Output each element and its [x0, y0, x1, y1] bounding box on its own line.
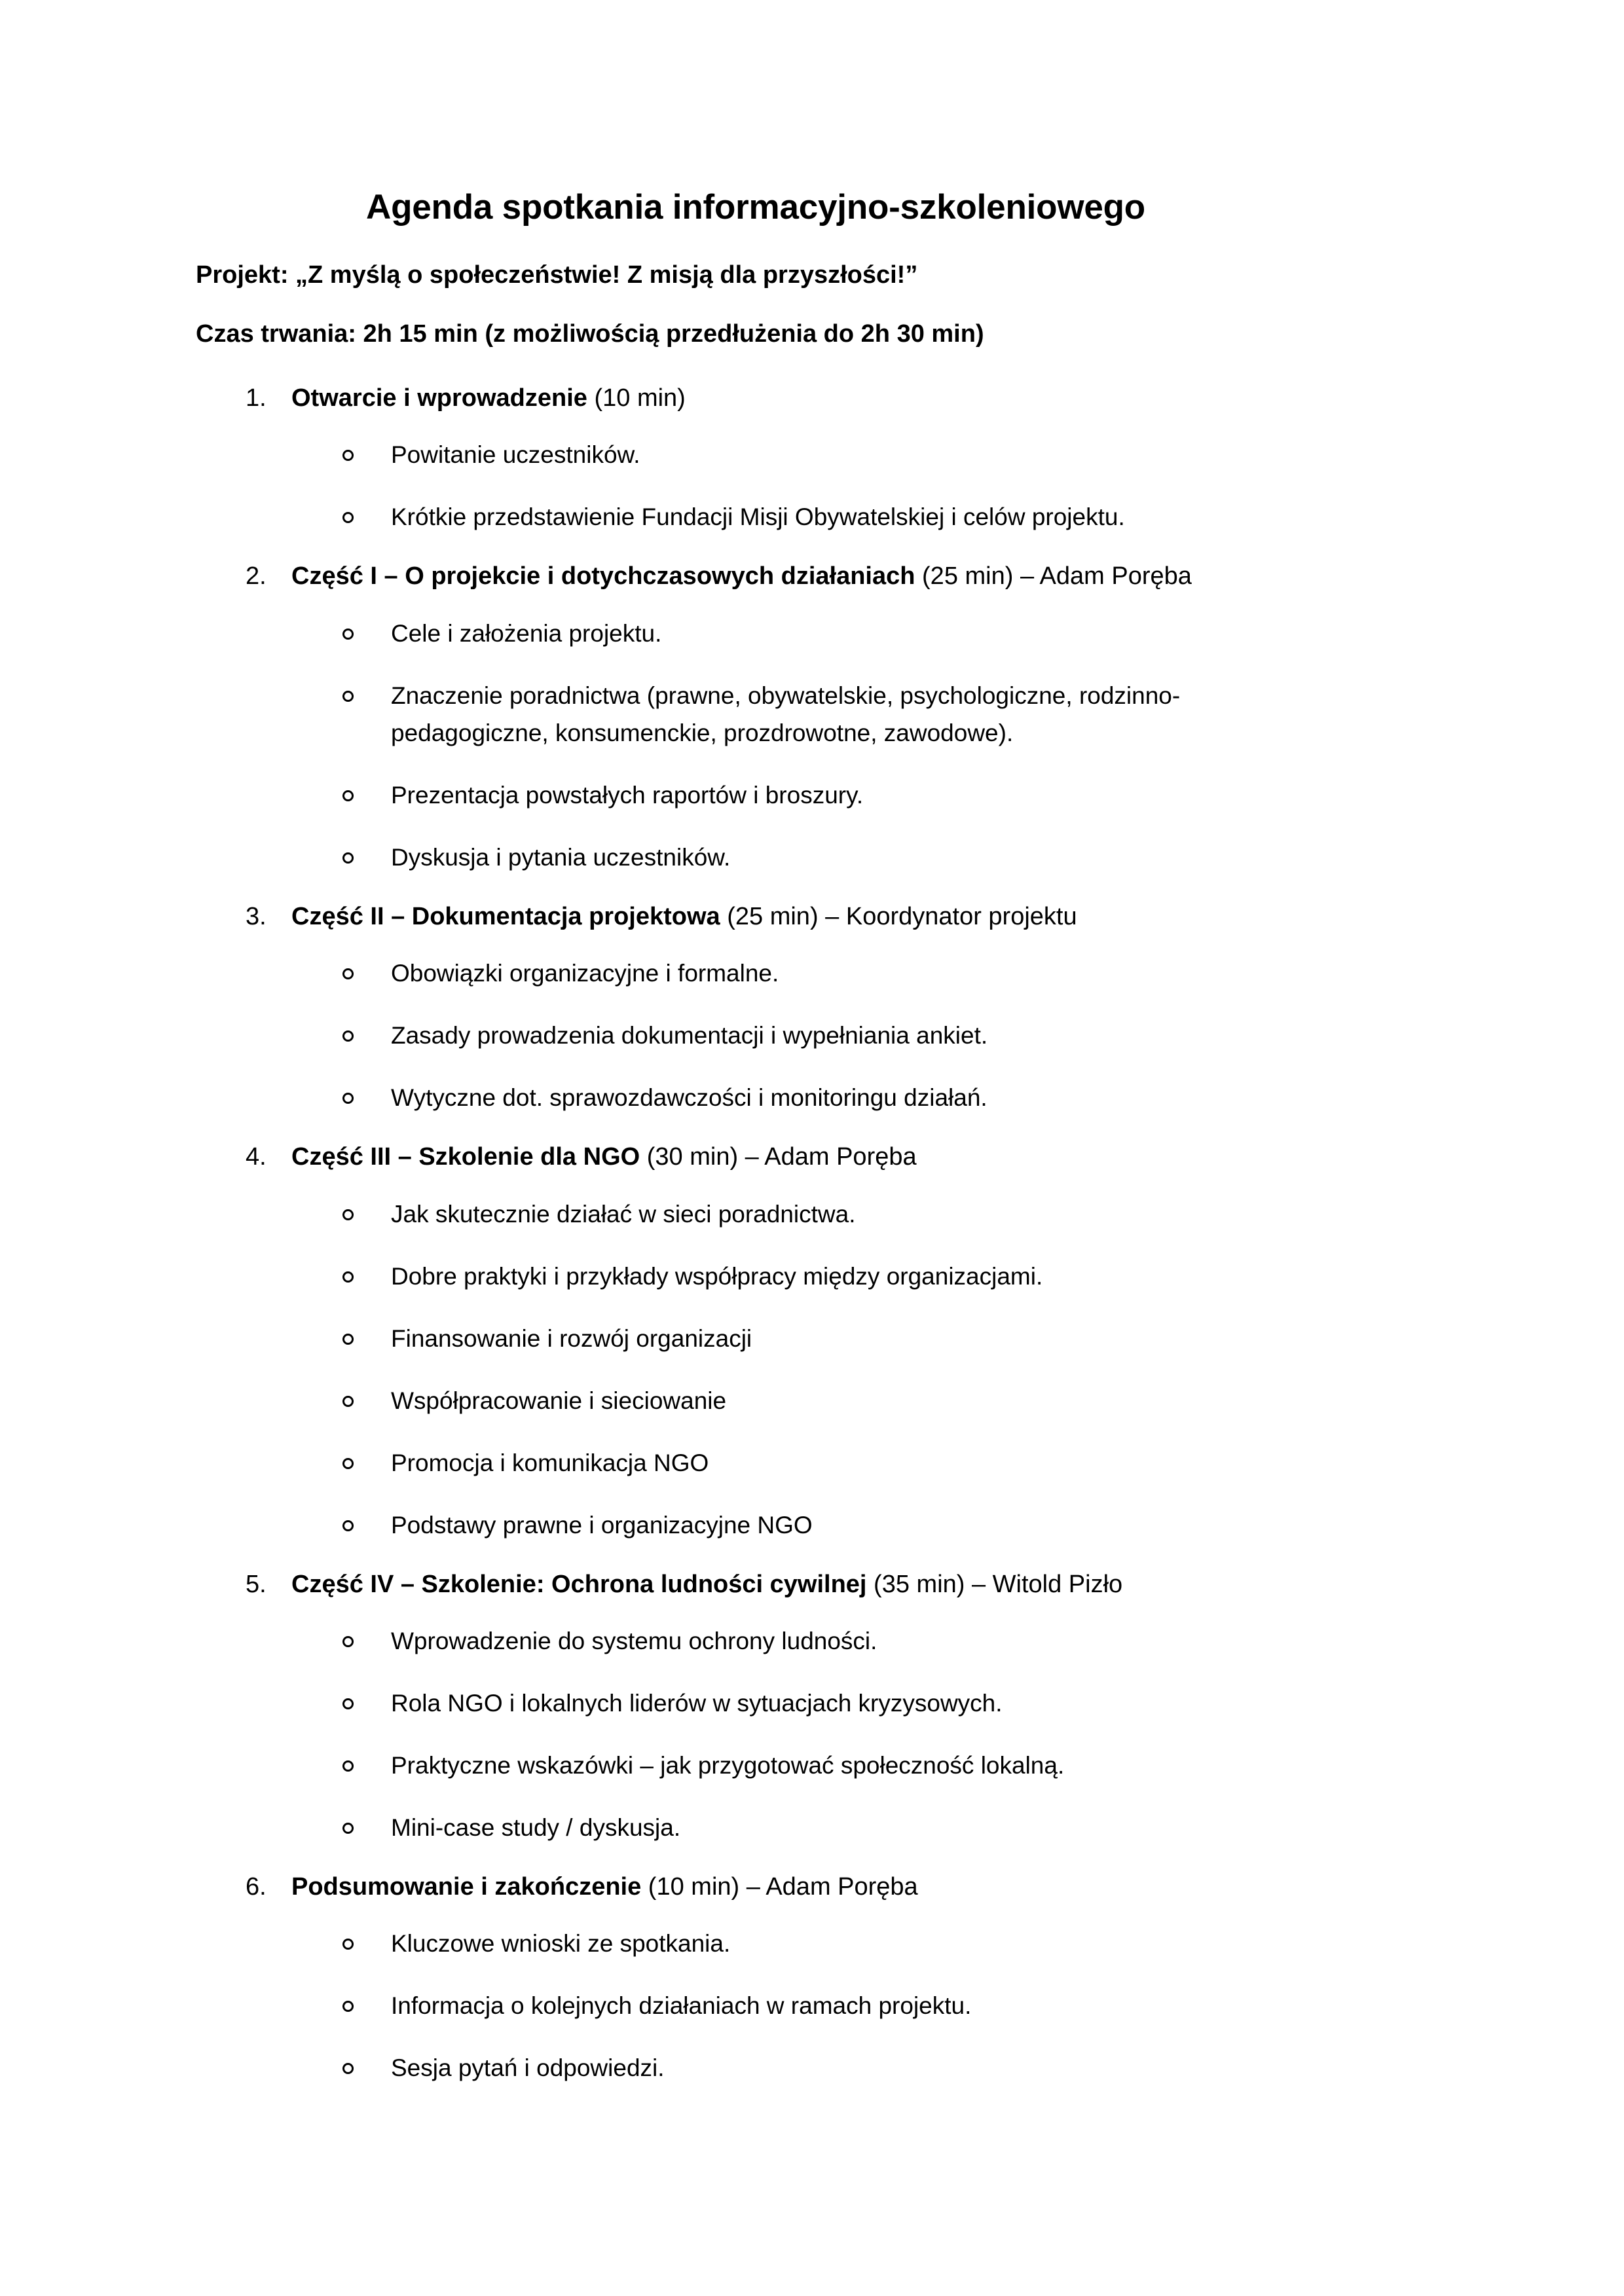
agenda-subitem — [196, 1507, 1316, 1544]
agenda-subitem-text: Dyskusja i pytania uczestników. — [391, 843, 731, 871]
agenda-item — [196, 560, 1316, 876]
agenda-subitem-list — [196, 1623, 1316, 1847]
agenda-subitem — [196, 499, 1316, 536]
circle-bullet-icon — [342, 1939, 354, 1950]
agenda-subitem — [196, 1445, 1316, 1482]
project-name-line: Projekt: „Z myślą o społeczeństwie! Z misją dla przyszłości!” — [196, 261, 918, 289]
circle-bullet-icon — [342, 1636, 354, 1647]
circle-bullet-icon — [342, 1823, 354, 1834]
circle-bullet-icon — [342, 1093, 354, 1104]
agenda-item-details: (10 min) – Adam Poręba — [641, 1872, 918, 1901]
page-title: Agenda spotkania informacyjno-szkoleniowego — [366, 188, 1145, 227]
agenda-subitem-text: Wytyczne dot. sprawozdawczości i monitoringu działań. — [391, 1084, 987, 1112]
agenda-item — [196, 1568, 1316, 1847]
agenda-item-title: Podsumowanie i zakończenie — [291, 1872, 642, 1901]
agenda-subitem — [196, 1925, 1316, 1963]
agenda-subitem — [196, 1321, 1316, 1358]
agenda-item-title: Część II – Dokumentacja projektowa — [291, 902, 720, 930]
circle-bullet-icon — [342, 512, 354, 523]
agenda-item-number: 3. — [246, 902, 267, 930]
agenda-subitem-list — [196, 1196, 1316, 1544]
duration-line: Czas trwania: 2h 15 min (z możliwością przedłużenia do 2h 30 min) — [196, 320, 984, 348]
agenda-item-number: 4. — [246, 1143, 267, 1171]
agenda-subitem-text: Znaczenie poradnictwa (prawne, obywatelskie, psychologiczne, rodzinno-pedagogiczne, konsumenckie, prozdrowotne, zawodowe). — [391, 682, 1181, 746]
agenda-subitem-text: Krótkie przedstawienie Fundacji Misji Obywatelskiej i celów projektu. — [391, 503, 1125, 531]
circle-bullet-icon — [342, 691, 354, 702]
circle-bullet-icon — [342, 2001, 354, 2012]
agenda-item-heading — [196, 1870, 1316, 1904]
agenda-item-title: Część I – O projekcie i dotychczasowych działaniach — [291, 562, 915, 591]
agenda-subitem — [196, 615, 1316, 653]
circle-bullet-icon — [342, 1760, 354, 1772]
agenda-item-number: 2. — [246, 562, 267, 591]
agenda-item-details: (10 min) — [587, 384, 686, 412]
agenda-subitem-text: Podstawy prawne i organizacyjne NGO — [391, 1511, 813, 1539]
agenda-subitem-list — [196, 437, 1316, 536]
agenda-item-title: Część III – Szkolenie dla NGO — [291, 1143, 640, 1171]
circle-bullet-icon — [342, 968, 354, 979]
circle-bullet-icon — [342, 1209, 354, 1220]
circle-bullet-icon — [342, 1271, 354, 1283]
circle-bullet-icon — [342, 450, 354, 461]
agenda-subitem-text: Powitanie uczestników. — [391, 441, 640, 469]
agenda-item-title: Część IV – Szkolenie: Ochrona ludności cywilnej — [291, 1570, 867, 1598]
agenda-item — [196, 1140, 1316, 1544]
circle-bullet-icon — [342, 629, 354, 640]
agenda-item-details: (25 min) – Koordynator projektu — [720, 902, 1077, 930]
agenda-item — [196, 382, 1316, 536]
agenda-subitem — [196, 678, 1316, 752]
agenda-item-details: (25 min) – Adam Poręba — [915, 562, 1192, 591]
agenda-subitem — [196, 1258, 1316, 1296]
agenda-subitem-text: Promocja i komunikacja NGO — [391, 1449, 709, 1476]
circle-bullet-icon — [342, 852, 354, 864]
agenda-subitem-text: Obowiązki organizacyjne i formalne. — [391, 960, 779, 987]
agenda-item-heading — [196, 900, 1316, 934]
circle-bullet-icon — [342, 1334, 354, 1345]
agenda-subitem — [196, 437, 1316, 474]
circle-bullet-icon — [342, 1396, 354, 1407]
agenda-subitem — [196, 1747, 1316, 1785]
agenda-subitem — [196, 1017, 1316, 1055]
agenda-subitem-text: Cele i założenia projektu. — [391, 619, 662, 647]
agenda-item — [196, 1870, 1316, 2087]
agenda-item-number: 6. — [246, 1872, 267, 1901]
agenda-subitem — [196, 1810, 1316, 1847]
agenda-item-heading — [196, 1140, 1316, 1174]
document-content — [196, 187, 1316, 2111]
agenda-subitem — [196, 2050, 1316, 2087]
circle-bullet-icon — [342, 790, 354, 801]
agenda-subitem-text: Informacja o kolejnych działaniach w ramach projektu. — [391, 1992, 972, 2020]
agenda-subitem — [196, 1623, 1316, 1660]
circle-bullet-icon — [342, 1698, 354, 1709]
agenda-subitem-text: Finansowanie i rozwój organizacji — [391, 1324, 752, 1352]
agenda-subitem-text: Mini-case study / dyskusja. — [391, 1813, 681, 1841]
agenda-subitem-text: Praktyczne wskazówki – jak przygotować społeczność lokalną. — [391, 1752, 1065, 1779]
agenda-item-details: (30 min) – Adam Poręba — [640, 1143, 917, 1171]
circle-bullet-icon — [342, 1520, 354, 1531]
agenda-subitem-text: Kluczowe wnioski ze spotkania. — [391, 1930, 731, 1958]
agenda-subitem — [196, 1080, 1316, 1117]
agenda-subitem-list — [196, 615, 1316, 877]
agenda-subitem-text: Współpracowanie i sieciowanie — [391, 1387, 727, 1414]
agenda-subitem — [196, 1988, 1316, 2025]
agenda-subitem-list — [196, 1925, 1316, 2087]
agenda-subitem — [196, 1196, 1316, 1233]
agenda-subitem — [196, 777, 1316, 814]
agenda-item-number: 5. — [246, 1570, 267, 1598]
agenda-item — [196, 900, 1316, 1117]
agenda-list — [196, 382, 1316, 2087]
agenda-subitem-text: Dobre praktyki i przykłady współpracy między organizacjami. — [391, 1262, 1043, 1290]
agenda-subitem — [196, 1383, 1316, 1420]
agenda-subitem-text: Prezentacja powstałych raportów i broszury. — [391, 781, 864, 809]
agenda-subitem-text: Rola NGO i lokalnych liderów w sytuacjach kryzysowych. — [391, 1690, 1003, 1717]
agenda-subitem-text: Wprowadzenie do systemu ochrony ludności. — [391, 1628, 877, 1655]
circle-bullet-icon — [342, 2063, 354, 2074]
agenda-item-title: Otwarcie i wprowadzenie — [291, 384, 587, 412]
circle-bullet-icon — [342, 1458, 354, 1469]
agenda-item-heading — [196, 382, 1316, 415]
agenda-item-number: 1. — [246, 384, 267, 412]
agenda-item-heading — [196, 560, 1316, 593]
agenda-item-heading — [196, 1568, 1316, 1601]
agenda-subitem — [196, 955, 1316, 993]
agenda-subitem-list — [196, 955, 1316, 1117]
agenda-subitem-text: Jak skutecznie działać w sieci poradnictwa. — [391, 1200, 856, 1228]
agenda-subitem — [196, 839, 1316, 877]
agenda-item-details: (35 min) – Witold Pizło — [866, 1570, 1123, 1598]
circle-bullet-icon — [342, 1030, 354, 1042]
agenda-subitem-text: Sesja pytań i odpowiedzi. — [391, 2054, 665, 2082]
agenda-subitem — [196, 1685, 1316, 1722]
agenda-subitem-text: Zasady prowadzenia dokumentacji i wypełniania ankiet. — [391, 1022, 988, 1049]
